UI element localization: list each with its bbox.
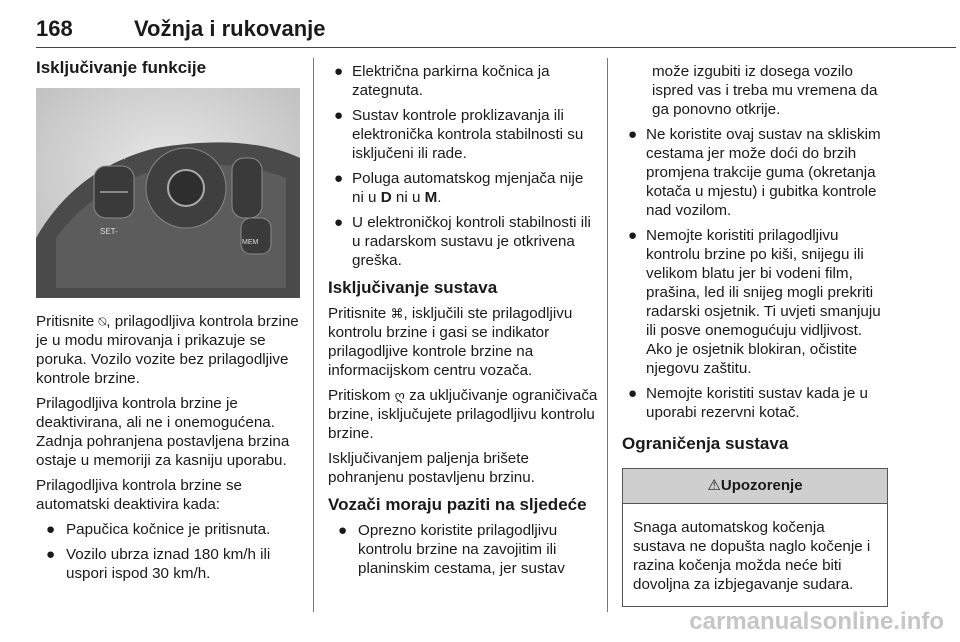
- speed-limiter-icon: ღ: [394, 388, 405, 403]
- list-item: ● Vozilo ubrza iznad 180 km/h ili uspori ispod 30 km/h.: [46, 546, 271, 582]
- paragraph: Isključivanjem paljenja brišete pohranjenu postavljenu brzinu.: [328, 450, 535, 486]
- list-item: ● Ne koristite ovaj sustav na skliskim cestama jer može doći do brzih promjena trakcije guma (okretanja kotača u mjestu) i gubitka kontrole nad vozilom.: [628, 126, 881, 219]
- section-heading: Isključivanje funkcije: [36, 58, 207, 77]
- list-item: ● Oprezno koristite prilagodljivu kontrolu brzine na zavojitim ili planinskim cestama, jer sustav: [338, 522, 565, 577]
- warning-icon: ⚠: [707, 477, 721, 494]
- paragraph: Prilagodljiva kontrola brzine se automatski deaktivira kada:: [36, 477, 242, 513]
- watermark: carmanualsonline.info: [689, 608, 944, 635]
- paragraph: Pritiskom ღ za uključivanje ograničivača brzine, isključujete prilagodljivu kontrolu brzine.: [328, 387, 598, 442]
- res-label: RES+: [106, 153, 128, 162]
- paragraph: Prilagodljiva kontrola brzine je deaktivirana, ali ne i onemogućena. Zadnja pohranjena postavljena brzina ostaje u memoriji za kasniju uporabu.: [36, 395, 290, 469]
- bullet-list: [622, 125, 890, 422]
- section-heading: Ograničenja sustava: [622, 434, 789, 453]
- page-header: [36, 4, 956, 48]
- section-heading: Vozači moraju paziti na sljedeće: [328, 495, 587, 514]
- warning-header: [623, 469, 887, 504]
- warning-box: [622, 468, 888, 607]
- page-number: 168: [36, 16, 73, 41]
- column-1: [36, 58, 300, 589]
- paragraph: Pritisnite ⍉, prilagodljiva kontrola brzine je u modu mirovanja i prikazuje se poruka. Vozilo vozite bez prilagodljive kontrole brzine.: [36, 313, 299, 387]
- chapter-title: Vožnja i rukovanje: [134, 16, 326, 41]
- paragraph-continuation: može izgubiti iz dosega vozilo ispred vas i treba mu vremena da ga ponovno otkrije.: [652, 63, 878, 118]
- steering-wheel-illustration: [36, 88, 300, 298]
- column-2: [328, 62, 598, 584]
- set-label: SET-: [100, 227, 118, 236]
- list-item: ● Papučica kočnice je pritisnuta.: [46, 521, 271, 538]
- list-item: ● Poluga automatskog mjenjača nije ni u D ni u M.: [334, 170, 584, 206]
- list-item: ● Nemojte koristiti prilagodljivu kontrolu brzine po kiši, snijegu ili velikom blatu jer bi vodeni film, prašina, led ili snijeg mogli prekriti radarski osjetnik. Ti uvjeti smanjuju ili posve onemogućuju vidljivost. Ako je osjetnik blokiran, očistite njegovu zaštitu.: [628, 227, 881, 377]
- column-divider: [607, 58, 608, 612]
- bullet-list: [328, 62, 598, 270]
- list-item: ● Nemojte koristiti sustav kada je u uporabi rezervni kotač.: [628, 385, 868, 421]
- header-rule: [36, 47, 956, 48]
- list-item: ● U elektroničkoj kontroli stabilnosti ili u radarskom sustavu je otkrivena greška.: [334, 214, 591, 269]
- column-3: [622, 62, 890, 607]
- mem-label: MEM: [242, 239, 259, 246]
- list-item: ● Sustav kontrole proklizavanja ili elektronička kontrola stabilnosti su isključeni ili rade.: [334, 107, 584, 162]
- steering-wheel-controls-image: [36, 88, 300, 298]
- warning-title: Upozorenje: [720, 477, 803, 494]
- list-item: ● Električna parkirna kočnica ja zategnuta.: [334, 63, 550, 99]
- bullet-list: [328, 521, 598, 578]
- section-heading: Isključivanje sustava: [328, 278, 498, 297]
- column-divider: [313, 58, 314, 612]
- cruise-off-icon: ⌘: [390, 306, 404, 321]
- paragraph: Pritisnite ⌘, isključili ste prilagodljivu kontrolu brzine i gasi se indikator prilagodljive kontrole brzine na informacijskom centru vozača.: [328, 305, 573, 379]
- adaptive-cruise-icon: ⍉: [98, 314, 107, 329]
- warning-text: Snaga automatskog kočenja sustava ne dopušta naglo kočenje i razina kočenja možda neće biti dovoljna za izbjegavanje sudara.: [633, 519, 871, 593]
- bullet-list: [36, 520, 300, 583]
